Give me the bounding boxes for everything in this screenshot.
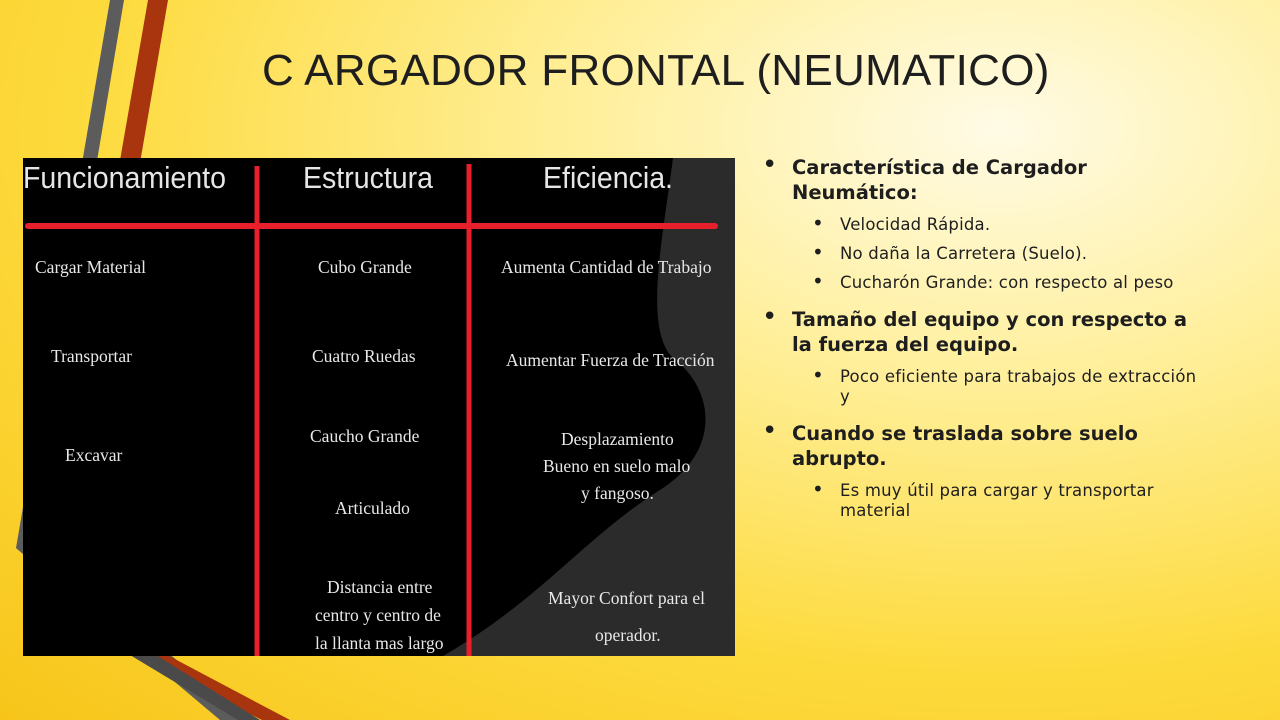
sub-bullet-no-dana: • No daña la Carretera (Suelo). (812, 240, 1088, 264)
cell-fangoso: y fangoso. (581, 483, 654, 503)
cell-distancia-2: centro y centro de (315, 605, 441, 625)
bullet-dot-icon: • (762, 416, 778, 446)
bullet-dot-icon: • (812, 477, 824, 501)
header-eficiencia: Eficiencia. (543, 160, 673, 195)
bullet-dot-icon: • (812, 211, 824, 235)
bullet-group-3 (760, 416, 1210, 521)
bullet-list (760, 150, 1210, 535)
cell-articulado: Articulado (335, 498, 410, 518)
bullet-dot-icon: • (762, 302, 778, 332)
cell-cubo-grande: Cubo Grande (318, 257, 412, 277)
cell-operador: operador. (595, 625, 661, 645)
cell-excavar: Excavar (65, 445, 123, 465)
header-funcionamiento: Funcionamiento (23, 160, 226, 195)
bullet-cuando: • Cuando se traslada sobre suelo abrupto. (762, 416, 1138, 470)
bullet-dot-icon: • (812, 269, 824, 293)
cell-aumentar-fuerza: Aumentar Fuerza de Tracción (506, 350, 715, 370)
bullet-tamano: • Tamaño del equipo y con respecto a la fuerza del equipo. (762, 302, 1188, 356)
cell-cargar-material: Cargar Material (35, 257, 146, 277)
cell-distancia-3: la llanta mas largo (315, 633, 444, 653)
cell-aumenta-cantidad: Aumenta Cantidad de Trabajo (501, 257, 712, 277)
table-image (23, 158, 735, 656)
cell-cuatro-ruedas: Cuatro Ruedas (312, 346, 416, 366)
cell-transportar: Transportar (51, 346, 133, 366)
bullet-dot-icon: • (762, 150, 778, 180)
cell-desplazamiento: Desplazamiento (561, 429, 674, 449)
sub-bullet-velocidad: • Velocidad Rápida. (812, 211, 991, 235)
header-estructura: Estructura (303, 160, 433, 195)
bullet-caracteristica: • Característica de Cargador Neumático: (762, 150, 1087, 204)
cell-bueno-suelo: Bueno en suelo malo (543, 456, 691, 476)
cell-caucho-grande: Caucho Grande (310, 426, 420, 446)
bullet-dot-icon: • (812, 363, 824, 387)
slide-title: C ARGADOR FRONTAL (NEUMATICO) (262, 46, 1050, 95)
sub-bullet-poco-eficiente: • Poco eficiente para trabajos de extracción y (812, 363, 1197, 406)
bullet-group-2 (760, 302, 1210, 407)
bullet-group-1 (760, 150, 1210, 293)
cell-mayor-confort: Mayor Confort para el (548, 588, 705, 608)
sub-bullet-cucharon: • Cucharón Grande: con respecto al peso (812, 269, 1174, 293)
bullet-dot-icon: • (812, 240, 824, 264)
cell-distancia-1: Distancia entre (327, 577, 433, 597)
sub-bullet-muy-util: • Es muy útil para cargar y transportar material (812, 477, 1154, 520)
